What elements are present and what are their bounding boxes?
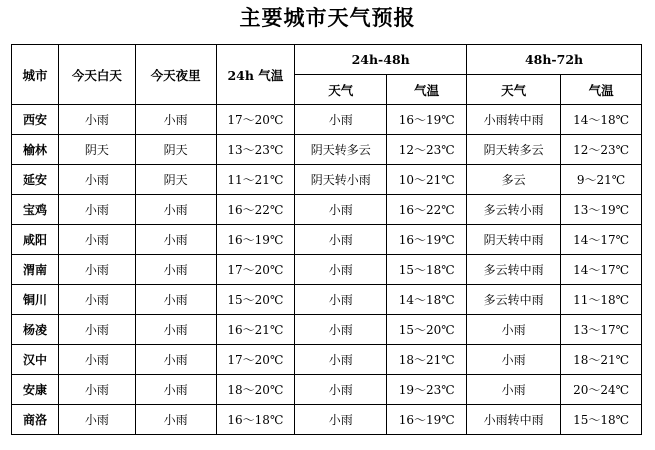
today-day-weather: 小雨 [59, 195, 136, 225]
today-night-weather: 阴天 [135, 165, 216, 195]
temp-72h: 20～24℃ [561, 375, 642, 405]
weather-48h: 小雨 [295, 105, 387, 135]
temp-72h: 11～18℃ [561, 285, 642, 315]
temp-24h: 16～21℃ [216, 315, 295, 345]
today-night-weather: 小雨 [135, 345, 216, 375]
today-night-weather: 小雨 [135, 225, 216, 255]
today-day-weather: 小雨 [59, 345, 136, 375]
weather-72h: 小雨 [467, 375, 561, 405]
temp-24h: 17～20℃ [216, 345, 295, 375]
weather-48h: 小雨 [295, 225, 387, 255]
header-temp-72h: 气温 [561, 75, 642, 105]
today-day-weather: 小雨 [59, 165, 136, 195]
page-title: 主要城市天气预报 [239, 6, 416, 30]
temp-48h: 16～19℃ [387, 225, 467, 255]
header-today-day: 今天白天 [59, 45, 136, 105]
table-row [12, 375, 642, 405]
city-name: 延安 [12, 165, 59, 195]
table-row [12, 135, 642, 165]
weather-72h: 小雨转中雨 [467, 105, 561, 135]
header-weather-48h: 天气 [295, 75, 387, 105]
weather-48h: 小雨 [295, 375, 387, 405]
temp-72h: 14～18℃ [561, 105, 642, 135]
city-name: 汉中 [12, 345, 59, 375]
today-day-weather: 阴天 [59, 135, 136, 165]
temp-48h: 10～21℃ [387, 165, 467, 195]
weather-48h: 小雨 [295, 345, 387, 375]
today-day-weather: 小雨 [59, 255, 136, 285]
header-row-top [12, 45, 642, 75]
weather-72h: 多云转中雨 [467, 285, 561, 315]
temp-24h: 16～18℃ [216, 405, 295, 435]
city-name: 西安 [12, 105, 59, 135]
table-row [12, 165, 642, 195]
city-name: 咸阳 [12, 225, 59, 255]
city-name: 安康 [12, 375, 59, 405]
header-group-48-72h: 48h-72h [467, 45, 642, 75]
table-row [12, 255, 642, 285]
temp-72h: 14～17℃ [561, 255, 642, 285]
temp-72h: 9～21℃ [561, 165, 642, 195]
temp-24h: 15～20℃ [216, 285, 295, 315]
weather-48h: 小雨 [295, 315, 387, 345]
temp-24h: 13～23℃ [216, 135, 295, 165]
temp-48h: 16～19℃ [387, 105, 467, 135]
today-day-weather: 小雨 [59, 105, 136, 135]
header-today-night: 今天夜里 [135, 45, 216, 105]
table-row [12, 195, 642, 225]
city-name: 商洛 [12, 405, 59, 435]
temp-48h: 16～19℃ [387, 405, 467, 435]
weather-72h: 多云转小雨 [467, 195, 561, 225]
weather-72h: 多云转中雨 [467, 255, 561, 285]
city-name: 铜川 [12, 285, 59, 315]
temp-24h: 18～20℃ [216, 375, 295, 405]
temp-48h: 16～22℃ [387, 195, 467, 225]
temp-72h: 13～19℃ [561, 195, 642, 225]
city-name: 杨凌 [12, 315, 59, 345]
table-row [12, 315, 642, 345]
weather-48h: 小雨 [295, 195, 387, 225]
weather-48h: 小雨 [295, 255, 387, 285]
city-name: 榆林 [12, 135, 59, 165]
today-night-weather: 阴天 [135, 135, 216, 165]
weather-72h: 阴天转多云 [467, 135, 561, 165]
city-name: 宝鸡 [12, 195, 59, 225]
temp-24h: 17～20℃ [216, 255, 295, 285]
header-weather-72h: 天气 [467, 75, 561, 105]
header-temp-24h: 24h 气温 [216, 45, 295, 105]
temp-72h: 18～21℃ [561, 345, 642, 375]
header-city: 城市 [12, 45, 59, 105]
weather-72h: 阴天转中雨 [467, 225, 561, 255]
today-night-weather: 小雨 [135, 105, 216, 135]
table-row [12, 285, 642, 315]
temp-48h: 15～18℃ [387, 255, 467, 285]
weather-72h: 小雨转中雨 [467, 405, 561, 435]
temp-72h: 14～17℃ [561, 225, 642, 255]
weather-72h: 小雨 [467, 315, 561, 345]
today-night-weather: 小雨 [135, 405, 216, 435]
temp-72h: 12～23℃ [561, 135, 642, 165]
today-day-weather: 小雨 [59, 315, 136, 345]
city-name: 渭南 [12, 255, 59, 285]
weather-72h: 小雨 [467, 345, 561, 375]
temp-48h: 12～23℃ [387, 135, 467, 165]
temp-72h: 15～18℃ [561, 405, 642, 435]
today-day-weather: 小雨 [59, 375, 136, 405]
today-night-weather: 小雨 [135, 375, 216, 405]
today-night-weather: 小雨 [135, 315, 216, 345]
today-night-weather: 小雨 [135, 255, 216, 285]
today-night-weather: 小雨 [135, 285, 216, 315]
table-row [12, 225, 642, 255]
temp-48h: 14～18℃ [387, 285, 467, 315]
weather-48h: 阴天转多云 [295, 135, 387, 165]
table-row [12, 405, 642, 435]
temp-48h: 15～20℃ [387, 315, 467, 345]
header-temp-48h: 气温 [387, 75, 467, 105]
forecast-table [11, 44, 642, 435]
temp-72h: 13～17℃ [561, 315, 642, 345]
today-night-weather: 小雨 [135, 195, 216, 225]
header-group-24-48h: 24h-48h [295, 45, 467, 75]
temp-24h: 16～22℃ [216, 195, 295, 225]
today-day-weather: 小雨 [59, 225, 136, 255]
weather-48h: 小雨 [295, 285, 387, 315]
temp-24h: 16～19℃ [216, 225, 295, 255]
today-day-weather: 小雨 [59, 285, 136, 315]
weather-48h: 小雨 [295, 405, 387, 435]
weather-72h: 多云 [467, 165, 561, 195]
today-day-weather: 小雨 [59, 405, 136, 435]
weather-48h: 阴天转小雨 [295, 165, 387, 195]
temp-24h: 17～20℃ [216, 105, 295, 135]
table-row [12, 345, 642, 375]
temp-24h: 11～21℃ [216, 165, 295, 195]
table-row [12, 105, 642, 135]
temp-48h: 19～23℃ [387, 375, 467, 405]
temp-48h: 18～21℃ [387, 345, 467, 375]
